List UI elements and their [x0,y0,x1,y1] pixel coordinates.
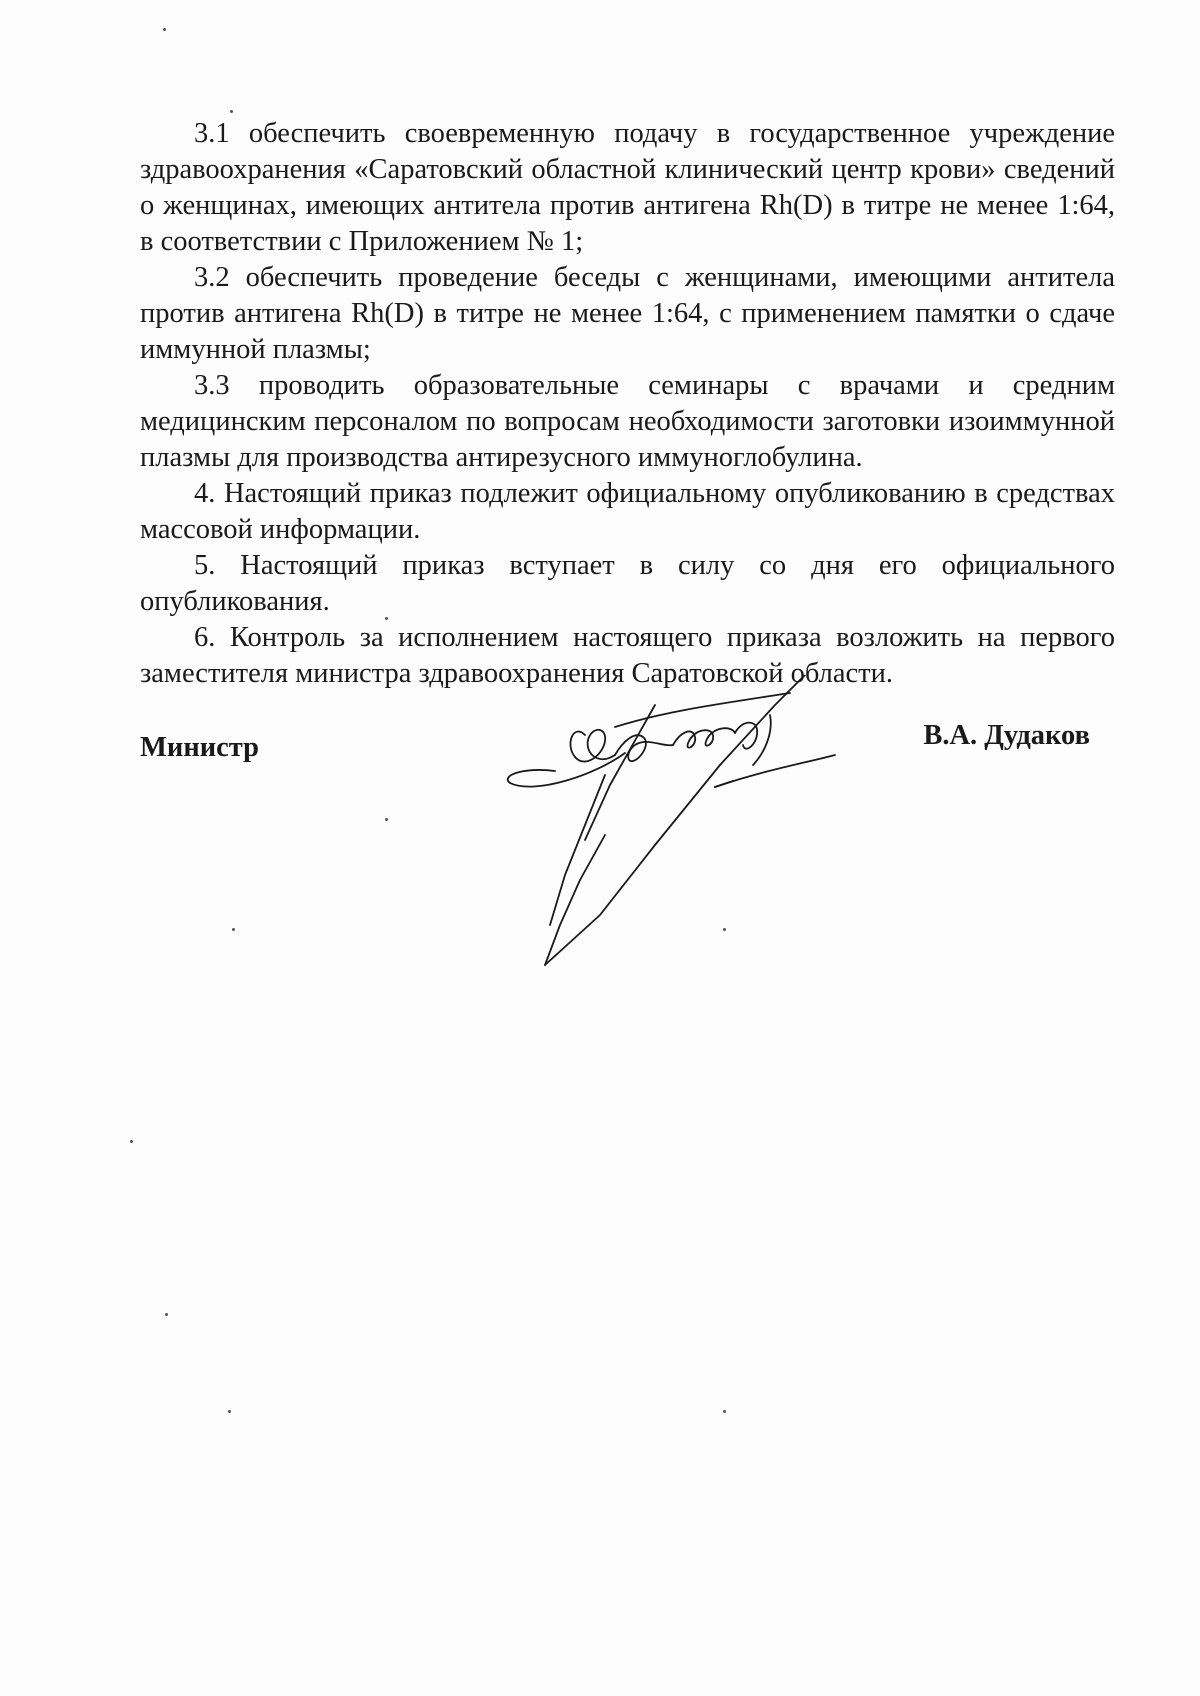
scan-speck [163,28,166,31]
signatory-name: В.А. Дудаков [923,720,1090,751]
scan-speck [723,1410,726,1413]
scan-speck [228,1410,231,1413]
scan-speck [723,928,726,931]
paragraph-5: 5. Настоящий приказ вступает в силу со дня его официального опубликования. [140,550,1115,617]
paragraph-3-2: 3.2 обеспечить проведение беседы с женщинами, имеющими антитела против антигена Rh(D) в титре не менее 1:64, с применением памятки о сдаче иммунной плазмы; [140,262,1115,365]
scan-speck [385,818,388,821]
paragraph-3-1: 3.1 обеспечить своевременную подачу в государственное учреждение здравоохранения «Саратовский областной клинический центр крови» сведений о женщинах, имеющих антитела против антигена Rh(D) в титре не менее 1:64, в соответствии с Приложением № 1; [140,118,1115,257]
scan-speck [232,928,235,931]
paragraph-4: 4. Настоящий приказ подлежит официальному опубликованию в средствах массовой информации. [140,478,1115,545]
paragraph-3-3: 3.3 проводить образовательные семинары с врачами и средним медицинским персоналом по вопросам необходимости заготовки изоиммунной плазмы для производства антирезусного иммуноглобулина. [140,370,1115,473]
scan-speck [385,617,388,620]
scan-speck [230,110,233,113]
signatory-position: Министр [140,732,260,763]
scan-speck [165,1313,168,1316]
handwritten-signature-icon [505,675,905,970]
paragraph-6: 6. Контроль за исполнением настоящего приказа возложить на первого заместителя министра здравоохранения Саратовской области. [140,622,1115,689]
scan-speck [130,1140,133,1143]
document-body [140,116,1115,692]
